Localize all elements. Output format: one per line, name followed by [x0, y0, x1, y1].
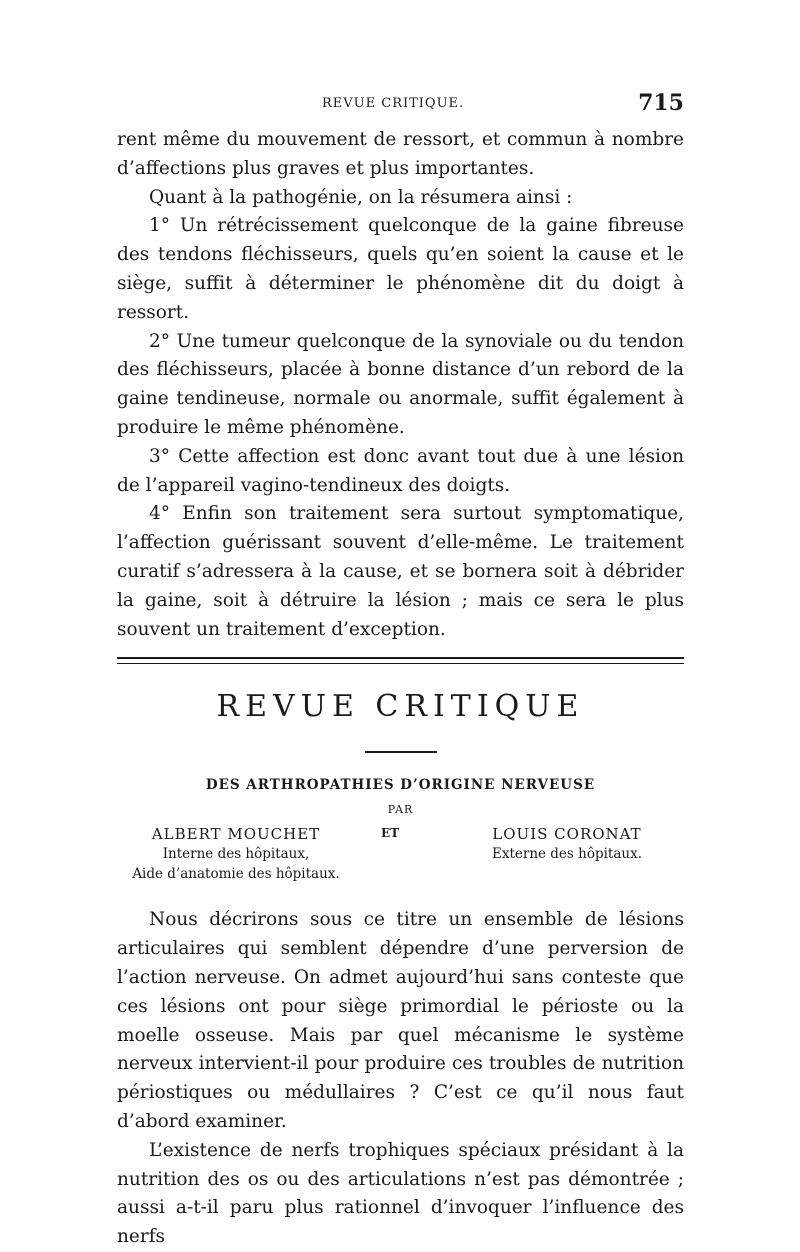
paragraph-article-intro: Nous décrirons sous ce titre un ensemble de lésions articulaires qui semblent dépendre d’une perversion de l’action nerveuse. On admet aujourd’hui sans conteste que ces lésions ont pour siège primordial le périoste ou la moelle osseuse. Mais par quel mécanisme le système nerveux intervient-il pour produire ces troubles de nutrition périostiques ou médullaires ? C’est ce qu’il nous faut d’abord examiner. — [117, 909, 684, 1132]
authors-block — [117, 824, 684, 906]
paragraph-point-3: 3° Cette affection est donc avant tout due à une lésion de l’appareil vagino-tendineux des doigts. — [117, 445, 684, 496]
divider-thick-rule — [117, 657, 684, 659]
author-left-role-1: Interne des hôpitaux, — [162, 846, 310, 863]
author-joiner: ET — [381, 826, 400, 841]
running-head — [117, 90, 684, 126]
author-right — [442, 824, 692, 864]
by-line: PAR — [387, 803, 414, 817]
divider-thin-rule — [117, 663, 684, 664]
author-right-name: LOUIS CORONAT — [492, 825, 642, 844]
section-divider — [117, 657, 684, 667]
author-left-name: ALBERT MOUCHET — [151, 825, 321, 844]
paragraph-point-4: 4° Enfin son traitement sera surtout symptomatique, l’affection guérissant souvent d’elle-même. Le traitement curatif s’adressera à la cause, et se bornera soit à débrider la gaine, soit à détruire la lésion ; mais ce sera le plus souvent un traitement d’exception. — [117, 503, 684, 640]
paragraph-pathogenie: Quant à la pathogénie, on la résumera ainsi : — [149, 186, 573, 208]
author-left-role-2: Aide d’anatomie des hôpitaux. — [132, 866, 340, 883]
running-title: REVUE CRITIQUE. — [322, 96, 465, 111]
paragraph-point-2: 2° Une tumeur quelconque de la synoviale ou du tendon des fléchisseurs, placée à bonne distance d’un rebord de la gaine tendineuse, normale ou anormale, suffit également à produire le même phénomène. — [117, 330, 684, 438]
section-title: REVUE CRITIQUE — [216, 689, 585, 725]
paragraph-continuation: rent même du mouvement de ressort, et commun à nombre d’affections plus graves et plus importantes. — [117, 129, 684, 179]
article-title: DES ARTHROPATHIES D’ORIGINE NERVEUSE — [205, 777, 596, 794]
author-left — [111, 824, 361, 884]
paragraph-point-1: 1° Un rétrécissement quelconque de la gaine fibreuse des tendons fléchisseurs, quels qu’en soient la cause et le siège, suffit à déterminer le phénomène dit du doigt à ressort. — [117, 215, 684, 323]
author-right-role-1: Externe des hôpitaux. — [491, 846, 643, 863]
page-number: 715 — [638, 90, 684, 116]
title-underline — [365, 751, 437, 753]
book-page — [117, 90, 684, 1252]
paragraph-article-second: L’existence de nerfs trophiques spéciaux présidant à la nutrition des os ou des articulations n’est pas démontrée ; aussi a-t-il paru plus rationnel d’invoquer l’influence des nerfs — [117, 1139, 684, 1248]
